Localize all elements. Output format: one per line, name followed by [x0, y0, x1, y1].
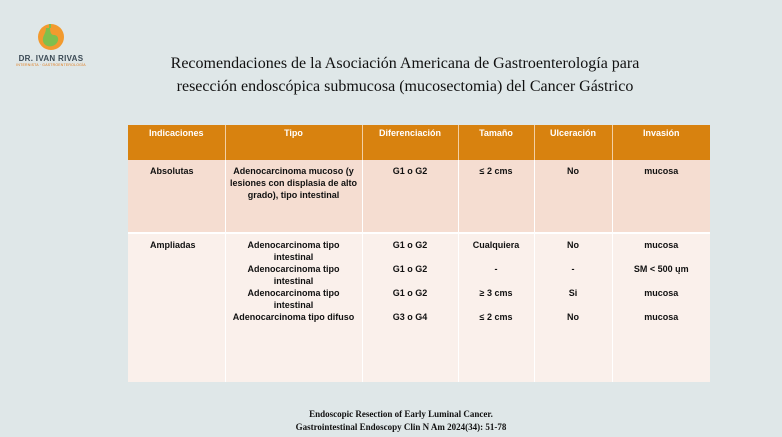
stomach-logo-icon	[36, 22, 66, 52]
cell-tamano	[458, 233, 534, 382]
ulceracion-item: -	[571, 264, 575, 274]
tipo-item: Adenocarcinoma tipo difuso	[232, 312, 355, 322]
table-row-absolutas	[128, 160, 710, 233]
cell-diferenciacion: G1 o G2	[362, 160, 458, 233]
title-line-1: Recomendaciones de la Asociación Americana de Gastroenterología para	[170, 55, 640, 72]
logo-name: DR. IVAN RIVAS	[18, 54, 84, 63]
tipo-item: Adenocarcinoma tipo intestinal	[247, 240, 340, 262]
invasion-item: mucosa	[644, 240, 679, 250]
cell-indicacion: Ampliadas	[128, 233, 225, 382]
cell-tipo	[225, 233, 362, 382]
header-indicaciones: Indicaciones	[128, 125, 225, 160]
header-tipo: Tipo	[225, 125, 362, 160]
table-row-ampliadas	[128, 233, 710, 382]
cell-ulceracion	[534, 233, 612, 382]
diferenciacion-item: G1 o G2	[392, 240, 428, 250]
header-invasion: Invasión	[612, 125, 710, 160]
invasion-item: mucosa	[644, 312, 679, 322]
tamano-item: ≥ 3 cms	[479, 288, 513, 298]
citation-line-1: Endoscopic Resection of Early Luminal Cancer.	[309, 409, 493, 419]
header-diferenciacion: Diferenciación	[362, 125, 458, 160]
title-line-2: resección endoscópica submucosa (mucosectomia) del Cancer Gástrico	[176, 78, 634, 95]
tamano-item: ≤ 2 cms	[479, 312, 513, 322]
citation-footer	[220, 408, 582, 434]
ulceracion-item: No	[567, 312, 579, 322]
cell-tipo: Adenocarcinoma mucoso (y lesiones con displasia de alto grado), tipo intestinal	[225, 160, 362, 233]
ulceracion-item: Si	[568, 288, 578, 298]
header-tamano: Tamaño	[458, 125, 534, 160]
cell-indicacion: Absolutas	[128, 160, 225, 233]
cell-diferenciacion	[362, 233, 458, 382]
header-ulceracion: Ulceración	[534, 125, 612, 160]
diferenciacion-item: G1 o G2	[392, 264, 428, 274]
cell-tamano: ≤ 2 cms	[458, 160, 534, 233]
table-header-row	[128, 125, 710, 160]
logo	[14, 22, 88, 67]
cell-invasion: mucosa	[612, 160, 710, 233]
cell-ulceracion: No	[534, 160, 612, 233]
logo-subtitle: INTERNISTA · GASTROENTEROLOGÍA	[16, 63, 86, 67]
tamano-item: Cualquiera	[472, 240, 520, 250]
cell-invasion	[612, 233, 710, 382]
invasion-item: SM < 500 ųm	[633, 264, 689, 274]
citation-line-2: Gastrointestinal Endoscopy Clin N Am 2024(34): 51-78	[295, 422, 507, 432]
diferenciacion-item: G1 o G2	[392, 288, 428, 298]
tipo-item: Adenocarcinoma tipo intestinal	[247, 288, 340, 310]
diferenciacion-item: G3 o G4	[392, 312, 428, 322]
page-title	[120, 52, 690, 98]
invasion-item: mucosa	[644, 288, 679, 298]
recommendations-table	[128, 125, 710, 382]
ulceracion-item: No	[567, 240, 579, 250]
tamano-item: -	[494, 264, 498, 274]
tipo-item: Adenocarcinoma tipo intestinal	[247, 264, 340, 286]
